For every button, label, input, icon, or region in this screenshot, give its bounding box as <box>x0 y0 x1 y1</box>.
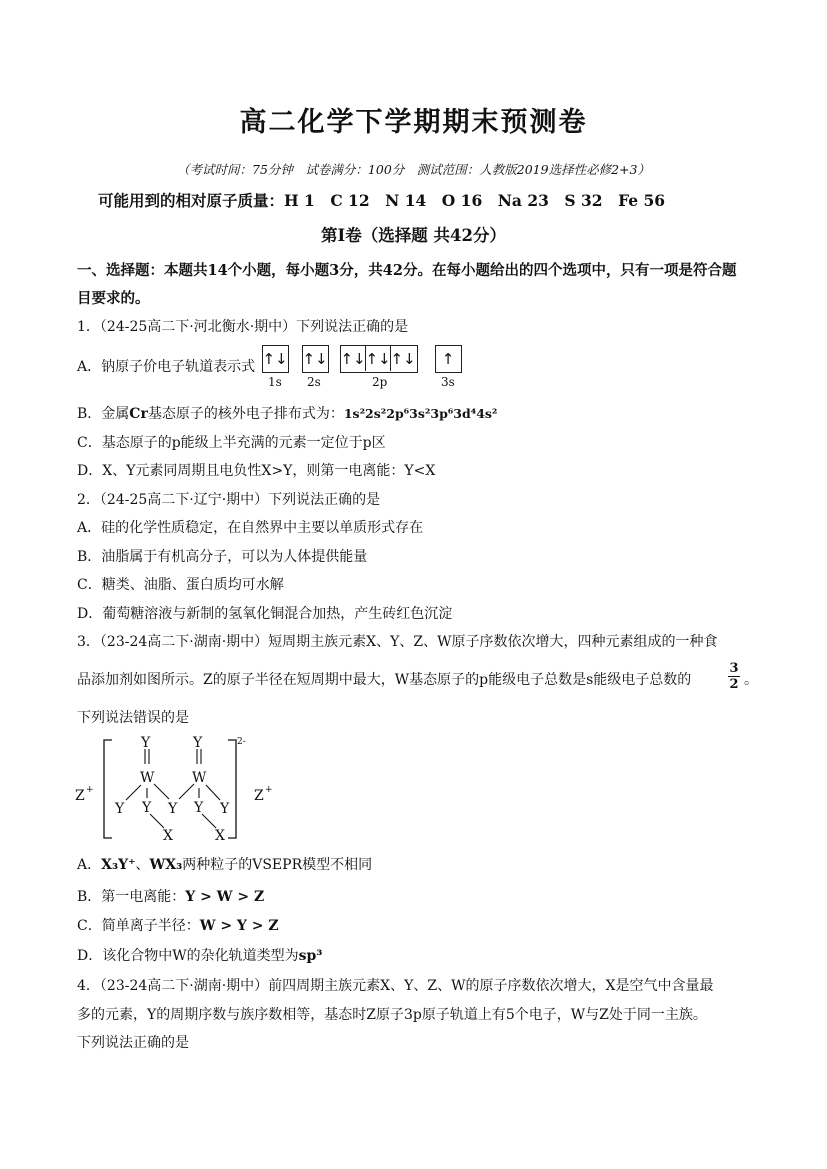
section-instructions-line1: 一、选择题：本题共14个小题，每小题3分，共42分。在每小题给出的四个选项中，只有一项是符合题 <box>77 262 737 279</box>
q3-a-text: 两种粒子的VSEPR模型不相同 <box>182 857 373 873</box>
q3-a-formula2: WX₃ <box>149 857 183 873</box>
orbital-label: 2p <box>372 375 388 389</box>
q4-stem-line1: 4．（23-24高二下·湖南·期中）前四周期主族元素X、Y、Z、W的原子序数依次增大，X是空气中含量最 <box>77 978 714 994</box>
orbital-box-2p <box>340 345 418 373</box>
fraction-numerator: 3 <box>729 661 739 676</box>
q1-b-element: Cr <box>129 406 148 422</box>
q3-option-b <box>77 886 264 906</box>
orbital-box-3s <box>435 345 462 373</box>
orbital-diagram <box>262 345 472 389</box>
q2-stem: 2．（24-25高二下·辽宁·期中）下列说法正确的是 <box>77 492 381 508</box>
orbital-cell: ↑↓ <box>390 349 416 368</box>
q1-option-d: D．X、Y元素同周期且电负性X>Y，则第一电离能：Y<X <box>77 463 436 479</box>
q1-option-b <box>77 403 497 423</box>
q2-option-b: B．油脂属于有机高分子，可以为人体提供能量 <box>77 549 368 565</box>
q1-option-a: A．钠原子价电子轨道表示式 <box>77 359 256 375</box>
q2-option-c: C．糖类、油脂、蛋白质均可水解 <box>77 577 284 593</box>
atom-x: X <box>215 828 225 844</box>
atom-x: X <box>163 828 173 844</box>
section-instructions-line2: 目要求的。 <box>77 290 150 307</box>
atomic-mass-line: 可能用到的相对原子质量：H 1 C 12 N 14 O 16 Na 23 S 32 Fe 56 <box>98 191 666 210</box>
right-bracket <box>228 740 236 838</box>
atom-y: Y <box>193 735 203 751</box>
q3-c-prefix: C．简单离子半径： <box>77 918 200 934</box>
q3-option-a <box>77 854 372 874</box>
orbital-box-2s <box>302 345 329 373</box>
q3-a-sep: 、 <box>135 857 150 873</box>
q1-stem: 1．（24-25高二下·河北衡水·期中）下列说法正确的是 <box>77 319 409 335</box>
atom-y: Y <box>141 735 151 751</box>
q3-structure-diagram <box>70 732 280 844</box>
orbital-cell: ↑↓ <box>366 346 391 371</box>
q3-c-value: W > Y > Z <box>199 918 279 934</box>
cation-z-right: Z <box>254 788 264 804</box>
orbital-box-1s <box>262 345 289 373</box>
atom-y: Y <box>168 801 178 817</box>
q3-fraction <box>728 661 740 692</box>
left-bracket <box>104 740 112 838</box>
atom-w: W <box>192 770 207 786</box>
orbital-cell: ↑↓ <box>302 349 328 368</box>
q1-b-text: 基态原子的核外电子排布式为： <box>147 406 344 422</box>
orbital-cell: ↑↓ <box>262 349 288 368</box>
orbital-label: 1s <box>268 375 282 389</box>
orbital-label: 3s <box>441 375 455 389</box>
q4-stem-line3: 下列说法正确的是 <box>77 1035 189 1051</box>
q3-option-c <box>77 915 279 935</box>
atom-y: Y <box>142 800 152 816</box>
q2-option-a: A．硅的化学性质稳定，在自然界中主要以单质形式存在 <box>77 520 424 536</box>
atom-w: W <box>140 770 155 786</box>
fraction-denominator: 2 <box>729 677 739 692</box>
orbital-label: 2s <box>307 375 321 389</box>
page-title: 高二化学下学期期末预测卷 <box>239 107 588 138</box>
q3-stem-line2: 品添加剂如图所示。Z的原子半径在短周期中最大，W基态原子的p能级电子总数是s能级电子总数的 <box>77 672 692 688</box>
orbital-cell: ↑↓ <box>341 346 366 371</box>
q3-option-d <box>77 945 322 965</box>
q3-a-formula1: X₃Y⁺ <box>101 857 136 873</box>
q4-stem-line2: 多的元素，Y的周期序数与族序数相等，基态时Z原子3p原子轨道上有5个电子，W与Z处于同一主族。 <box>77 1007 707 1023</box>
q3-b-prefix: B．第一电离能： <box>77 889 186 905</box>
q3-a-prefix: A． <box>77 857 102 873</box>
part-title: 第Ⅰ卷（选择题 共42分） <box>321 226 506 245</box>
q3-d-value: sp³ <box>298 948 323 964</box>
cation-charge: + <box>265 785 273 795</box>
q3-stem-line1: 3．（23-24高二下·湖南·期中）短周期主族元素X、Y、Z、W原子序数依次增大，四种元素组成的一种食 <box>77 634 718 650</box>
q2-option-d: D．葡萄糖溶液与新制的氢氧化铜混合加热，产生砖红色沉淀 <box>77 606 453 622</box>
q1-option-c: C．基态原子的p能级上半充满的元素一定位于p区 <box>77 435 386 451</box>
anion-charge: 2- <box>237 737 246 747</box>
q3-d-prefix: D．该化合物中W的杂化轨道类型为 <box>77 948 299 964</box>
q1-b-config: 1s²2s²2p⁶3s²3p⁶3d⁴4s² <box>343 406 498 421</box>
q3-stem-line3: 下列说法错误的是 <box>77 710 189 726</box>
cation-z-left: Z <box>75 788 85 804</box>
q3-b-value: Y > W > Z <box>185 889 265 905</box>
exam-info: （考试时间：75分钟 试卷满分：100分 测试范围：人教版2019选择性必修2+3） <box>177 162 650 177</box>
orbital-cell: ↑ <box>441 349 455 368</box>
atom-y: Y <box>115 801 125 817</box>
q1-b-prefix: B．金属 <box>77 406 130 422</box>
atom-y: Y <box>194 800 204 816</box>
atom-y: Y <box>220 801 230 817</box>
cation-charge: + <box>86 785 94 795</box>
q3-stem-line2-end: 。 <box>744 672 758 688</box>
